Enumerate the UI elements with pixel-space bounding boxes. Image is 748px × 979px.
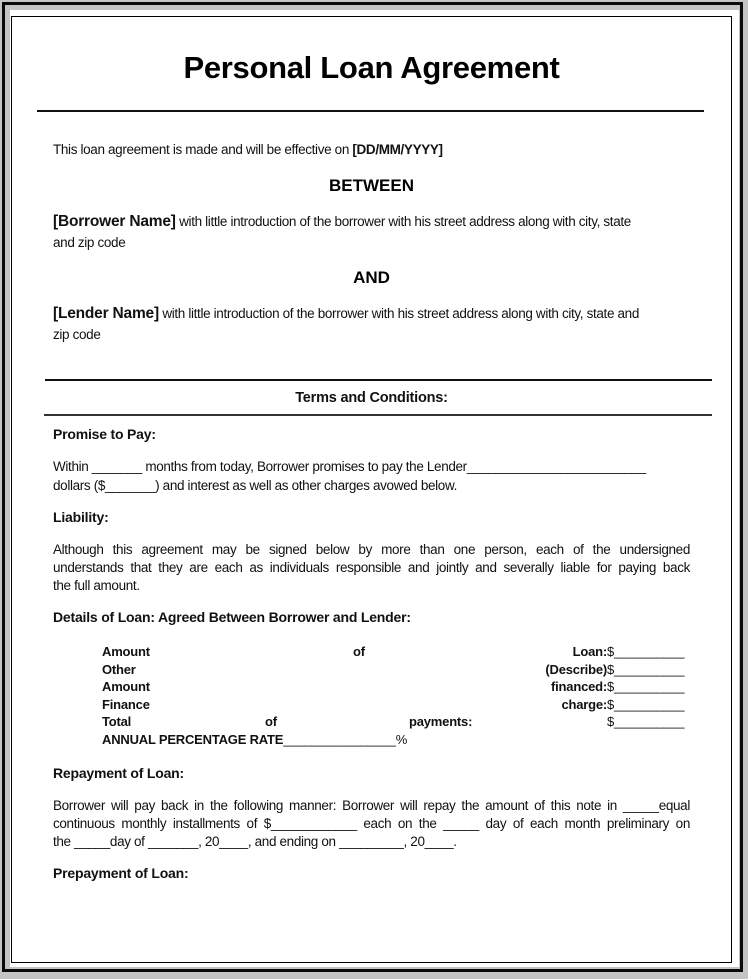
promise-to-pay-line-1: Within _______ months from today, Borrower promises to pay the Lender_________________________: [53, 459, 646, 474]
title-divider: [37, 110, 704, 112]
repayment-heading: Repayment of Loan:: [53, 765, 184, 781]
borrower-line-1: [53, 213, 631, 231]
liability-line-3: the full amount.: [53, 578, 140, 593]
details-row-label: Finance: [102, 697, 150, 712]
apr-field[interactable]: ________________: [283, 732, 396, 747]
apr-percent-sign: %: [395, 732, 408, 747]
details-row-label: Amount: [102, 644, 150, 659]
apr-label: ANNUAL PERCENTAGE RATE: [102, 732, 284, 747]
details-of-loan-heading: Details of Loan: Agreed Between Borrower and Lender:: [53, 609, 411, 625]
repayment-line-1: Borrower will pay back in the following manner: Borrower will repay the amount of this note in _____equal: [53, 798, 690, 813]
effective-date-placeholder: [DD/MM/YYYY]: [352, 142, 443, 157]
details-row-label: Other: [102, 662, 136, 677]
liability-paragraph: [53, 541, 690, 595]
details-row-middle-2: payments:: [409, 714, 473, 729]
promise-to-pay-line-2: dollars ($_______) and interest as well as other charges avowed below.: [53, 478, 458, 493]
effective-date-prefix: This loan agreement is made and will be effective on: [53, 142, 353, 157]
loan-amount-field[interactable]: $__________: [607, 644, 685, 659]
lender-line-2: zip code: [53, 327, 101, 342]
liability-line-2: understands that they are each as individuals responsible and jointly and severally liable for paying back: [53, 560, 690, 575]
amount-financed-field[interactable]: $__________: [607, 679, 685, 694]
between-heading: BETWEEN: [329, 176, 414, 195]
lender-description: with little introduction of the borrower with his street address along with city, state and: [158, 306, 639, 321]
details-row-right: (Describe): [545, 662, 607, 677]
terms-bottom-divider: [44, 414, 712, 416]
details-row-label: Amount: [102, 679, 150, 694]
total-payments-field[interactable]: $__________: [607, 714, 685, 729]
repayment-paragraph: [53, 797, 690, 851]
liability-line-1: Although this agreement may be signed below by more than one person, each of the undersigned: [53, 542, 690, 557]
terms-heading: Terms and Conditions:: [295, 390, 448, 406]
lender-line-1: [53, 305, 639, 323]
terms-top-divider: [45, 379, 712, 381]
liability-heading: Liability:: [53, 509, 109, 525]
lender-name-placeholder: [Lender Name]: [53, 305, 159, 322]
and-heading: AND: [353, 268, 390, 287]
details-row-middle: of: [353, 644, 365, 659]
effective-date-line: [53, 141, 443, 159]
apr-line: [102, 731, 407, 749]
details-row-right: Loan:: [572, 644, 607, 659]
repayment-line-3: the _____day of _______, 20____, and ending on _________, 20____.: [53, 834, 457, 849]
details-row-right: financed:: [551, 679, 607, 694]
borrower-name-placeholder: [Borrower Name]: [53, 213, 176, 230]
details-row-middle: of: [265, 714, 277, 729]
prepayment-heading: Prepayment of Loan:: [53, 865, 189, 881]
document-title: Personal Loan Agreement: [183, 50, 560, 85]
details-row-right: charge:: [561, 697, 607, 712]
repayment-line-2: continuous monthly installments of $____________ each on the _____ day of each month preliminary on: [53, 816, 690, 831]
details-row-label: Total: [102, 714, 132, 729]
promise-to-pay-heading: Promise to Pay:: [53, 426, 156, 442]
finance-charge-field[interactable]: $__________: [607, 697, 685, 712]
other-amount-field[interactable]: $__________: [607, 662, 685, 677]
borrower-line-2: and zip code: [53, 235, 126, 250]
borrower-description: with little introduction of the borrower with his street address along with city, state: [175, 214, 631, 229]
